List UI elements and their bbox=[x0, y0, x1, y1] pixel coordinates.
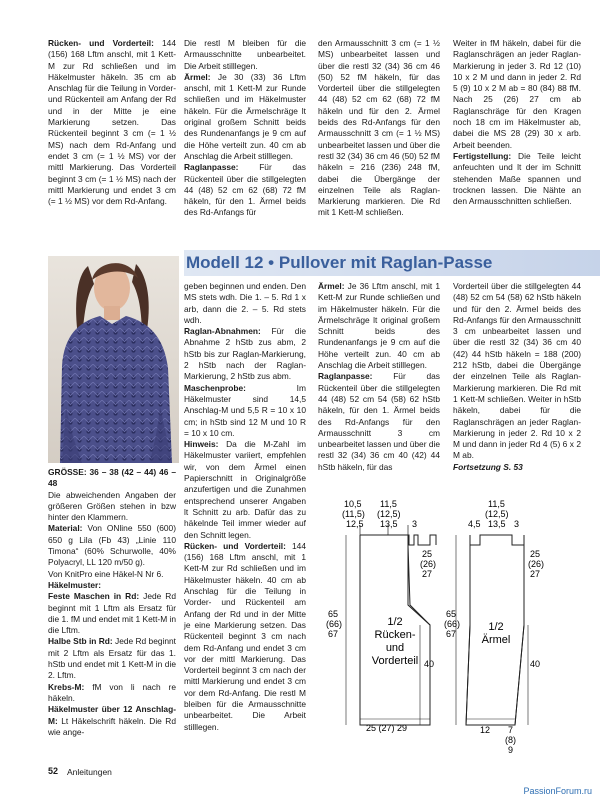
sleeve-dim-top-mid-1: 11,5 bbox=[488, 499, 505, 509]
paragraph-text: Für das Rückenteil über die stillgelegten 44 (48) 52 cm 62 (68) 72 fM häkeln, für den 1. Ärmel beids des Rd-Anfangs für bbox=[184, 162, 306, 218]
sleeve-dim-height-1: 65 bbox=[446, 609, 457, 619]
dim-raglan-2: (26) bbox=[420, 559, 437, 569]
watermark: PassionForum.ru bbox=[523, 786, 592, 796]
paragraph-text: Je 30 (33) 36 Lftm anschl, mit 1 Kett-M zur Runde schließen und im Häkelmuster häkeln. Für die Ärmelschräge lt original großem Schnitt beids des Rundenanfangs je 9 cm auf die Höhe verteilt zun. 40 cm ab Anschlag die Arbeit stilllegen. bbox=[184, 71, 306, 161]
paragraph-text: den Armausschnitt 3 cm (= 1 ½ MS) unbearbeitet lassen und über die restl 32 (34) 36 cm 46 (50) 52 fM häkeln, für das Vorderteil über die stillgelegten 44 (48) 52 cm 62 (68) 72 fM häkeln und für den 2. Ärmel beids des Rd-Anfangs für den Armausschnitt 3 cm (= 1 ½ MS) unbearbeitet lassen und über die restl 32 (34) 36 cm 46 (50) 52 fM häkeln = 216 (236) 248 fM, dabei die Übergänge der einzelnen Teile als Raglan-Markierung markieren. Die Rd mit 1 Kett-M schließen. bbox=[318, 38, 440, 218]
paragraph-text: Die abweichenden Angaben der größeren Größen stehen in bzw hinter den Klammern. bbox=[48, 489, 176, 523]
dim-top-mid-1: 11,5 bbox=[380, 499, 397, 509]
dim-top-left-3: 12,5 bbox=[346, 519, 364, 529]
sleeve-dim-bottom-7: 7 bbox=[508, 725, 514, 735]
dim-bottom: 25 (27) 29 bbox=[366, 723, 408, 733]
model-photo bbox=[48, 256, 179, 463]
continuation-note: Fortsetzung S. 53 bbox=[453, 461, 523, 472]
col4-bottom-text bbox=[453, 281, 581, 462]
paragraph-text: Die Teile leicht anfeuchten und lt der im Schnitt stehenden Maße spannen und trocknen lassen. Die Nähte an den Armausschnitten schließen. bbox=[453, 150, 581, 207]
paragraph-heading: Halbe Stb in Rd: bbox=[48, 636, 113, 647]
paragraph bbox=[184, 281, 306, 326]
body-label-1: 1/2 bbox=[387, 616, 403, 628]
paragraph bbox=[184, 162, 306, 218]
paragraph-text: Lt Häkelschrift häkeln. Die Rd wie ange- bbox=[48, 715, 176, 737]
top-col-4 bbox=[453, 38, 581, 207]
paragraph-heading: Ärmel: bbox=[318, 281, 345, 291]
dim-height-2: (66) bbox=[326, 619, 343, 629]
paragraph bbox=[184, 541, 306, 733]
col3-bottom bbox=[318, 281, 440, 473]
paragraph-text: Für die Abnahme 2 hStb zus abm, 2 hStb bis zur Raglan-Markierung, 2 hStb nach der Raglan-Markierung, 2 hStb zus abm. bbox=[184, 326, 306, 382]
paragraph-heading: Feste Maschen in Rd: bbox=[48, 591, 140, 602]
paragraph bbox=[48, 580, 176, 591]
paragraph bbox=[48, 467, 176, 490]
paragraph-heading: Krebs-M: bbox=[48, 681, 85, 692]
top-col-3 bbox=[318, 38, 440, 219]
paragraph-heading: Häkelmuster: bbox=[48, 579, 102, 590]
paragraph-heading: Raglanpasse: bbox=[318, 371, 373, 382]
paragraph-heading: Hinweis: bbox=[184, 439, 219, 450]
body-label-3: und bbox=[385, 642, 405, 654]
paragraph bbox=[184, 326, 306, 382]
paragraph-text: Vorderteil über die stillgelegten 44 (48) 52 cm 54 (58) 62 hStb häkeln und für den 2. Ärmel beids des Rd-Anfangs für den Armausschnitt 3 cm unbearbeitet lassen und über die restl 32 (34) 36 cm 40 (42) 44 hStb häkeln = 188 (200) 212 hStb, dabei die Übergänge der einzelnen Teile als Raglan-Markierung markieren. Die Rd mit 1 Kett-M schließen. Weiter in hStb häkeln, dabei für die Raglanschrägen an jeder Raglan-Markierung in jeder 2. Rd 10 x 2 M und dann in jeder Rd 4 (5) 6 x 2 M ab. bbox=[453, 281, 581, 461]
paragraph-heading: Maschenprobe: bbox=[184, 382, 246, 393]
paragraph bbox=[48, 38, 176, 207]
paragraph-text: Für das Rückenteil über die stillgelegten 44 (48) 52 cm 54 (58) 62 hStb häkeln, für den 1. Ärmel beids des Rd-Anfangs für den Armausschnitt 3 cm unbearbeitet lassen und über die restl 32 (34) 36 cm 40 (42) 44 hStb häkeln, für das bbox=[318, 371, 440, 472]
paragraph-text: fM von li nach re häkeln. bbox=[48, 681, 176, 703]
paragraph-heading: Raglanpasse: bbox=[184, 162, 239, 173]
sleeve-dim-height-2: (66) bbox=[444, 619, 461, 629]
paragraph-heading: GRÖSSE: 36 – 38 (42 – 44) 46 – 48 bbox=[48, 467, 176, 489]
paragraph-text: Je 36 Lftm anschl, mit 1 Kett-M zur Runde schließen und im Häkelmuster häkeln. Für die Ärmelschräge lt original großem Schnitt beids des Rundenanfangs je 9 cm auf die Höhe verteilt zun. 40 cm ab Anschlag die Arbeit stilllegen. bbox=[318, 281, 440, 371]
sleeve-dim-raglan-1: 25 bbox=[530, 549, 541, 559]
dim-top-right: 3 bbox=[412, 519, 418, 529]
sleeve-dim-raglan-3: 27 bbox=[530, 569, 541, 579]
paragraph bbox=[184, 72, 306, 162]
dim-height-1: 65 bbox=[328, 609, 339, 619]
sleeve-dim-top-mid-2: (12,5) bbox=[485, 509, 509, 519]
paragraph-text: Im Häkelmuster sind 14,5 Anschlag-M und 5,5 R = 10 x 10 cm; in hStb sind 12 M und 10 R = 10 x 10 cm. bbox=[184, 382, 306, 438]
paragraph bbox=[48, 490, 176, 524]
paragraph bbox=[48, 636, 176, 681]
sleeve-dim-top-right: 3 bbox=[514, 519, 520, 529]
paragraph-heading: Ärmel: bbox=[184, 71, 211, 82]
col4-bottom bbox=[453, 281, 581, 473]
dim-top-mid-3: 13,5 bbox=[380, 519, 398, 529]
sleeve-dim-raglan-2: (26) bbox=[528, 559, 545, 569]
top-col-2 bbox=[184, 38, 306, 219]
dim-top-mid-2: (12,5) bbox=[377, 509, 401, 519]
sleeve-dim-bottom-12: 12 bbox=[480, 725, 491, 735]
paragraph-text: Jede Rd beginnt mit 2 Lftm als Ersatz für das 1. hStb und endet mit 1 Kett-M in die 2. Lftm. bbox=[48, 636, 177, 681]
paragraph-text: Jede Rd beginnt mit 1 Lftm als Ersatz für die 1. fM und endet mit 1 Kett-M in die Lftm. bbox=[48, 591, 177, 636]
paragraph bbox=[48, 569, 176, 580]
sleeve-dim-side-40: 40 bbox=[530, 659, 541, 669]
section-label: Anleitungen bbox=[67, 767, 112, 777]
sleeve-label-1: 1/2 bbox=[488, 621, 504, 633]
pattern-diagram bbox=[300, 495, 590, 765]
paragraph-heading: Häkelmuster über 12 Anschlag-M: bbox=[48, 704, 176, 726]
paragraph bbox=[453, 281, 581, 462]
sleeve-dim-top-mid-3: 13,5 bbox=[488, 519, 506, 529]
paragraph bbox=[184, 38, 306, 72]
paragraph bbox=[453, 151, 581, 207]
paragraph bbox=[48, 591, 176, 636]
sleeve-dim-bottom-9: 9 bbox=[508, 745, 514, 755]
paragraph bbox=[48, 682, 176, 705]
dim-raglan-1: 25 bbox=[422, 549, 433, 559]
left-col bbox=[48, 467, 176, 738]
section-title: Modell 12 • Pullover mit Raglan-Passe bbox=[186, 253, 493, 272]
paragraph-heading: Raglan-Abnahmen: bbox=[184, 326, 261, 337]
paragraph bbox=[318, 371, 440, 473]
body-label-4: Vorderteil bbox=[371, 655, 419, 667]
top-col-1 bbox=[48, 38, 176, 207]
paragraph-text: 144 (156) 168 Lftm anschl, mit 1 Kett-M zur Rd schließen und im Häkelmuster häkeln. 35 cm ab Anschlag für die Teilung in Vorder- und Rückenteil am Anfang der Rd und in der Mitte je eine Markierung setzen. Das Rückenteil beginnt 3 cm (= 1 ½ MS) nach dem Rd-Anfang und endet 3 cm (= 1 ½ MS) vor der mittl Markierung. Das Vorderteil beginnt 3 cm (= 1 ½ MS) nach der mittl Markierung und endet 3 cm (= 1 ½ MS) vor dem Rd-Anfang. bbox=[48, 38, 176, 207]
paragraph-heading: Rücken- und Vorderteil: bbox=[184, 540, 286, 551]
dim-side-40: 40 bbox=[424, 659, 435, 669]
paragraph bbox=[48, 523, 176, 568]
paragraph-text: Von ONline 550 (600) 650 g Lila (Fb 43) „Linie 110 Timona“ (60% Schurwolle, 40% Polyacryl, LL 120 m/50 g). bbox=[48, 523, 176, 568]
paragraph-heading: Fertigstellung: bbox=[453, 150, 512, 161]
mid-col bbox=[184, 281, 306, 733]
paragraph-text: Die restl M bleiben für die Armausschnitte unbearbeitet. Die Arbeit stilllegen. bbox=[184, 38, 306, 71]
dim-height-3: 67 bbox=[328, 629, 339, 639]
paragraph-heading: Material: bbox=[48, 523, 83, 534]
sleeve-label-2: Ärmel bbox=[481, 634, 511, 646]
paragraph-text: 144 (156) 168 Lftm anschl, mit 1 Kett-M zur Rd schließen und im Häkelmuster häkeln. 40 cm ab Anschlag für die Teilung in Vorder- und Rückenteil am Anfang der Rd und in der Mitte je eine Markierung setzen. Das Rückenteil beginnt 3 cm nach dem Rd-Anfang und endet 3 cm vor der mittl Markierung. Das Vorderteil beginnt 3 cm nach der mittl Markierung und endet 3 cm vor dem Rd-Anfang. Die restl M bleiben für die Armausschnitte unbearbeitet. Die Arbeit stilllegen. bbox=[184, 540, 306, 732]
paragraph-text: Von KnitPro eine Häkel-N Nr 6. bbox=[48, 568, 164, 579]
dim-raglan-3: 27 bbox=[422, 569, 433, 579]
paragraph bbox=[453, 38, 581, 151]
paragraph-text: Weiter in fM häkeln, dabei für die Raglanschrägen an jeder Raglan-Markierung in jeder 3. Rd 12 (10) 10 x 2 M und dann in jeder 2. Rd 5 (9) 10 x 2 M ab = 80 (84) 88 fM. Nach 25 (26) 27 cm ab Raglanschräge für den Kragen noch 18 cm im Häkelmuster ab, dabei die MS 28 (29) 30 x arb. Arbeit beenden. bbox=[453, 38, 581, 150]
paragraph-heading: Rücken- und Vorderteil: bbox=[48, 38, 154, 48]
page-number: 52 bbox=[48, 766, 59, 776]
paragraph bbox=[318, 281, 440, 371]
paragraph bbox=[318, 38, 440, 219]
body-label-2: Rücken- bbox=[374, 629, 416, 641]
sleeve-dim-height-3: 67 bbox=[446, 629, 457, 639]
sleeve-dim-bottom-8: (8) bbox=[505, 735, 516, 745]
paragraph bbox=[184, 439, 306, 541]
paragraph-text: geben beginnen und enden. Den MS stets wdh. Die 1. – 5. Rd 1 x arb, dann die 2. – 5. Rd stets wdh. bbox=[184, 281, 307, 325]
dim-top-left-2: (11,5) bbox=[342, 509, 365, 519]
paragraph bbox=[48, 704, 176, 738]
sleeve-dim-top-left: 4,5 bbox=[468, 519, 481, 529]
paragraph-text: Da die M-Zahl im Häkelmuster variiert, empfehlen wir, von dem Ärmel einen Papierschnitt in Originalgröße anzufertigen und die Zunahmen entsprechend unserer Angaben lt Schnitt zu arb. Dafür das zu häkelnde Teil immer wieder auf den Schnitt legen. bbox=[184, 439, 306, 540]
dim-top-left-1: 10,5 bbox=[344, 499, 362, 509]
paragraph bbox=[184, 383, 306, 439]
